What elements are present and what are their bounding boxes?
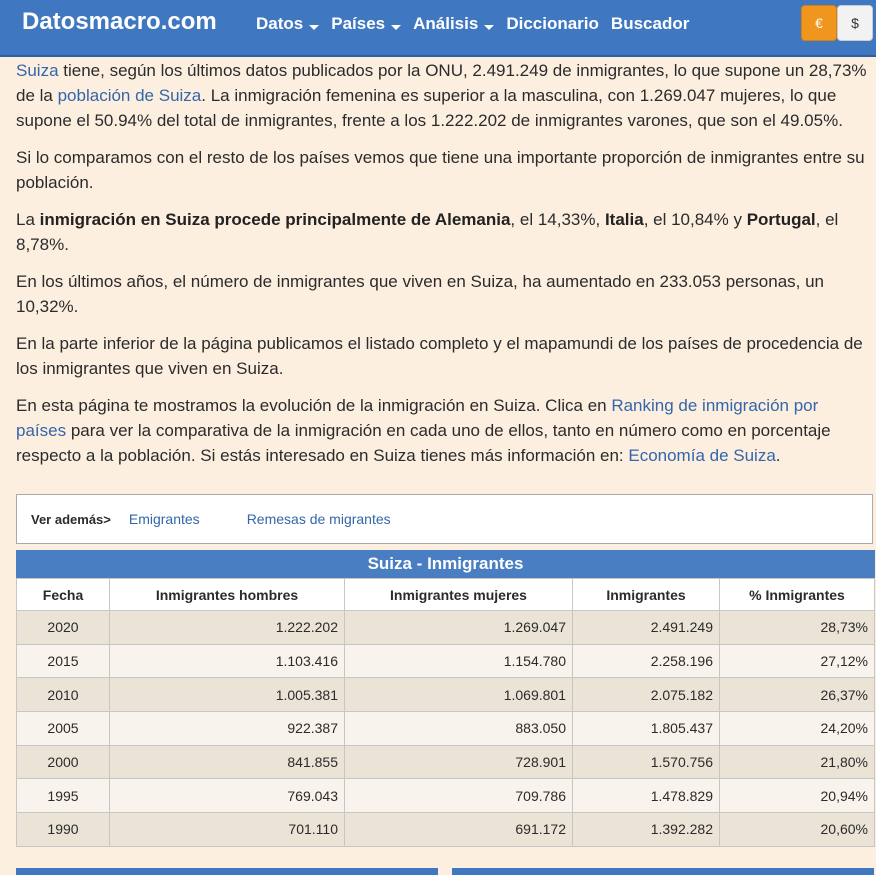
cell-year: 1995	[17, 779, 110, 813]
currency-euro-button[interactable]: €	[801, 5, 837, 41]
text: tiene, según los últimos datos publicados por la ONU, 2.491.249 de inmigrantes, lo que supone un 28,73% de la	[16, 61, 867, 105]
nav-analisis-label: Análisis	[413, 14, 479, 33]
cell-women: 883.050	[345, 712, 573, 746]
cell-percent: 28,73%	[720, 611, 875, 645]
text: , el 10,84% y	[643, 210, 747, 229]
nav-diccionario-label: Diccionario	[506, 14, 599, 33]
table-row	[17, 813, 875, 847]
chevron-down-icon	[484, 25, 494, 30]
table-row	[17, 678, 875, 712]
link-ranking-inmigracion[interactable]: Ranking de inmigración por países	[16, 396, 819, 440]
see-also-label: Ver además>	[31, 511, 111, 527]
col-hombres[interactable]: Inmigrantes hombres	[110, 579, 345, 611]
cell-total: 1.805.437	[573, 712, 720, 746]
text: En esta página te mostramos la evolución de la inmigración en Suiza. Clica en	[16, 396, 612, 415]
see-also-box	[16, 494, 873, 544]
bold-text: inmigración en Suiza procede principalmente de Alemania	[39, 210, 511, 229]
table-row	[17, 745, 875, 779]
text: .	[775, 446, 781, 465]
bottom-panel-header-left	[16, 868, 438, 875]
cell-percent: 21,80%	[720, 745, 875, 779]
link-poblacion-suiza[interactable]: población de Suiza	[57, 86, 202, 105]
table-row	[17, 644, 875, 678]
cell-men: 841.855	[110, 745, 345, 779]
bold-text: Portugal	[746, 210, 816, 229]
cell-total: 1.478.829	[573, 779, 720, 813]
link-remesas-migrantes[interactable]: Remesas de migrantes	[246, 511, 391, 527]
cell-women: 1.269.047	[345, 611, 573, 645]
text: . La inmigración femenina es superior a la masculina, con 1.269.047 mujeres, lo que supone el 50.94% del total de inmigrantes, frente a los 1.222.202 de inmigrantes varones, que son el 49.05%.	[16, 86, 843, 130]
chevron-down-icon	[309, 25, 319, 30]
immigrants-table	[16, 550, 875, 847]
nav-paises-label: Países	[331, 14, 386, 33]
table-row	[17, 712, 875, 746]
table-row	[17, 611, 875, 645]
cell-year: 2005	[17, 712, 110, 746]
link-economia-suiza[interactable]: Economía de Suiza	[628, 446, 776, 465]
cell-men: 1.103.416	[110, 644, 345, 678]
cell-women: 709.786	[345, 779, 573, 813]
link-emigrantes[interactable]: Emigrantes	[128, 511, 200, 527]
cell-year: 1990	[17, 813, 110, 847]
cell-total: 1.392.282	[573, 813, 720, 847]
bold-text: Italia	[604, 210, 644, 229]
cell-percent: 27,12%	[720, 644, 875, 678]
cell-total: 2.258.196	[573, 644, 720, 678]
bottom-panel-header-right	[452, 868, 874, 875]
cell-year: 2000	[17, 745, 110, 779]
cell-men: 922.387	[110, 712, 345, 746]
cell-percent: 24,20%	[720, 712, 875, 746]
text: para ver la comparativa de la inmigración en cada uno de ellos, tanto en número como en porcentaje respecto a la población. Si estás interesado en Suiza tienes más información en:	[16, 421, 831, 465]
cell-year: 2015	[17, 644, 110, 678]
chevron-down-icon	[391, 25, 401, 30]
cell-percent: 20,60%	[720, 813, 875, 847]
intro-paragraph	[16, 58, 871, 133]
nav-buscador-label: Buscador	[610, 14, 690, 33]
origin-paragraph	[16, 207, 871, 257]
cell-year: 2010	[17, 678, 110, 712]
main-nav	[256, 14, 701, 34]
table-title: Suiza - Inmigrantes	[16, 550, 875, 578]
nav-datos[interactable]	[256, 14, 319, 34]
cell-total: 2.075.182	[573, 678, 720, 712]
cell-women: 728.901	[345, 745, 573, 779]
table-row	[17, 779, 875, 813]
top-navbar	[0, 0, 876, 57]
cell-men: 1.005.381	[110, 678, 345, 712]
article-text	[16, 58, 871, 480]
col-porcentaje[interactable]: % Inmigrantes	[720, 579, 875, 611]
nav-paises[interactable]	[331, 14, 401, 34]
cell-women: 1.069.801	[345, 678, 573, 712]
table-body	[17, 611, 875, 847]
cell-men: 701.110	[110, 813, 345, 847]
text: , el 14,33%,	[510, 210, 605, 229]
nav-diccionario[interactable]	[506, 14, 599, 34]
text: , el 8,78%.	[16, 210, 839, 254]
nav-datos-label: Datos	[256, 14, 304, 33]
list-paragraph: En la parte inferior de la página publicamos el listado completo y el mapamundi de los países de procedencia de los inmigrantes que viven en Suiza.	[16, 334, 863, 378]
cell-men: 769.043	[110, 779, 345, 813]
col-inmigrantes[interactable]: Inmigrantes	[573, 579, 720, 611]
cell-women: 691.172	[345, 813, 573, 847]
text: La	[16, 210, 40, 229]
col-mujeres[interactable]: Inmigrantes mujeres	[345, 579, 573, 611]
comparison-paragraph: Si lo comparamos con el resto de los países vemos que tiene una importante proporción de inmigrantes entre su población.	[16, 148, 865, 192]
table-header-row	[17, 579, 875, 611]
cell-percent: 26,37%	[720, 678, 875, 712]
cell-women: 1.154.780	[345, 644, 573, 678]
growth-paragraph: En los últimos años, el número de inmigrantes que viven en Suiza, ha aumentado en 233.053 personas, un 10,32%.	[16, 272, 825, 316]
nav-analisis[interactable]	[413, 14, 494, 34]
col-fecha[interactable]: Fecha	[17, 579, 110, 611]
cell-men: 1.222.202	[110, 611, 345, 645]
cell-year: 2020	[17, 611, 110, 645]
currency-dollar-button[interactable]: $	[837, 5, 873, 41]
nav-buscador[interactable]	[611, 14, 689, 34]
evolution-paragraph	[16, 393, 871, 468]
site-logo[interactable]: Datosmacro.com	[22, 8, 217, 35]
cell-total: 2.491.249	[573, 611, 720, 645]
link-suiza[interactable]: Suiza	[16, 61, 59, 80]
cell-total: 1.570.756	[573, 745, 720, 779]
cell-percent: 20,94%	[720, 779, 875, 813]
